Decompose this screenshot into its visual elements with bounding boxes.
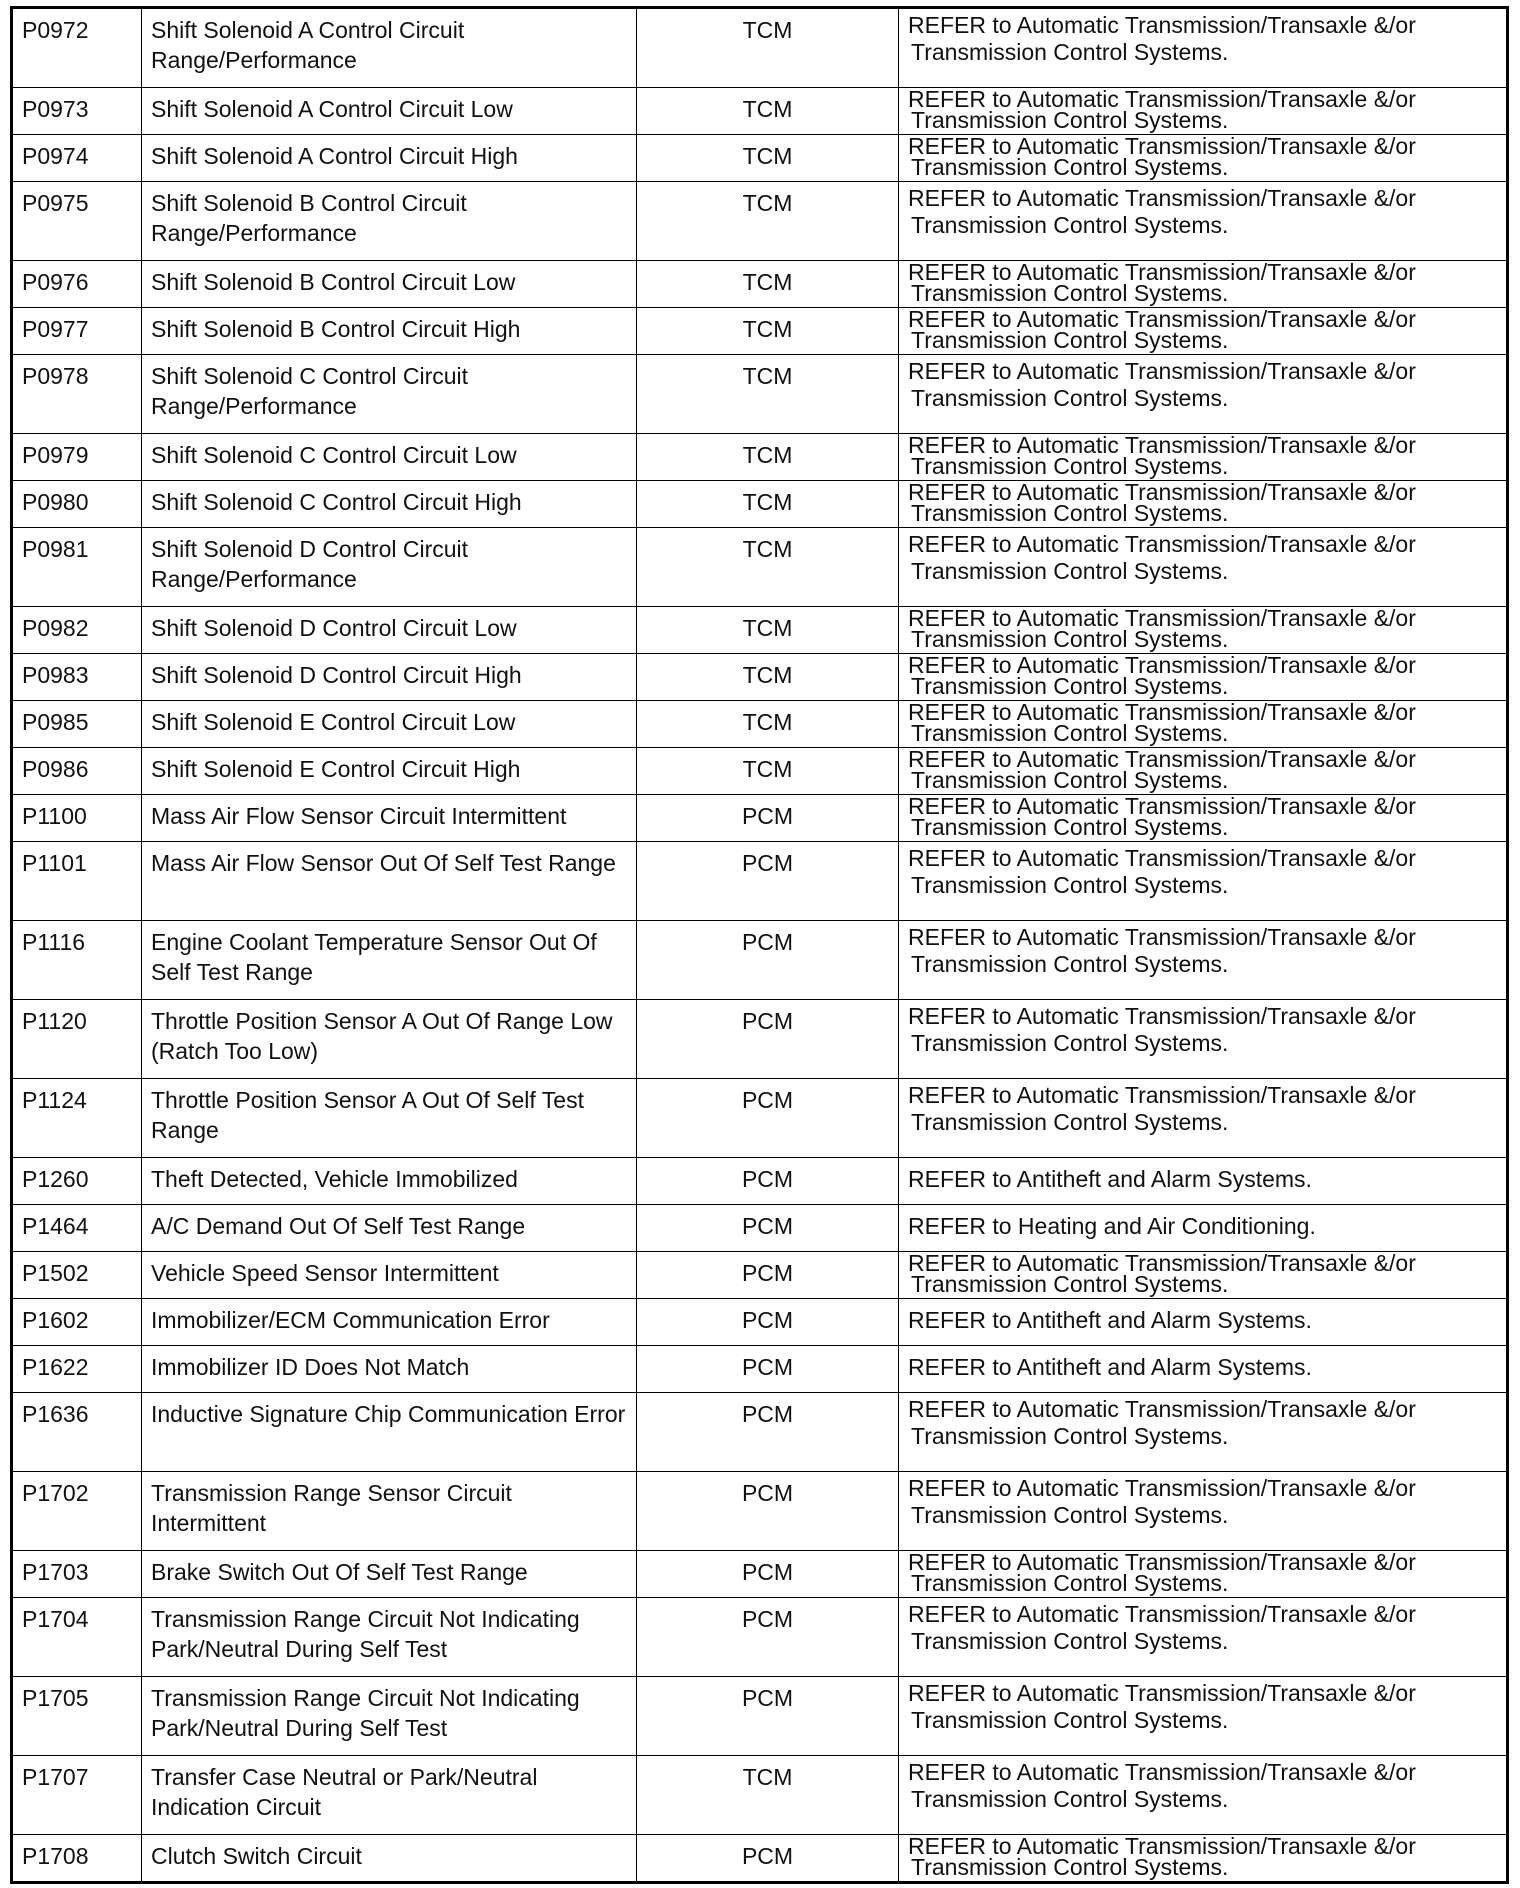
table-row <box>12 88 1508 135</box>
action-line-2: Transmission Control Systems. <box>911 107 1229 133</box>
dtc-description: Shift Solenoid B Control Circuit Range/Performance <box>142 182 637 261</box>
table-row <box>12 308 1508 355</box>
dtc-action <box>899 921 1508 1000</box>
table-row <box>12 1472 1508 1551</box>
dtc-code: P0978 <box>12 355 142 434</box>
action-line-2: Transmission Control Systems. <box>911 558 1229 584</box>
table-row <box>12 481 1508 528</box>
dtc-code: P1101 <box>12 842 142 921</box>
action-line-2: Transmission Control Systems. <box>911 1030 1229 1056</box>
action-line-1: REFER to Automatic Transmission/Transaxle &/or <box>908 531 1416 557</box>
table-row <box>12 355 1508 434</box>
dtc-module: PCM <box>637 1677 899 1756</box>
dtc-module: PCM <box>637 1158 899 1205</box>
action-line-2: Transmission Control Systems. <box>911 280 1229 306</box>
action-line-1: REFER to Automatic Transmission/Transaxle &/or <box>908 185 1416 211</box>
action-line-1: REFER to Automatic Transmission/Transaxle &/or <box>908 1550 1416 1575</box>
dtc-action <box>899 182 1508 261</box>
dtc-module: TCM <box>637 701 899 748</box>
dtc-description: Theft Detected, Vehicle Immobilized <box>142 1158 637 1205</box>
action-text <box>908 1680 1497 1734</box>
table-row <box>12 1158 1508 1205</box>
dtc-code: P0977 <box>12 308 142 355</box>
dtc-action <box>899 8 1508 88</box>
dtc-description: A/C Demand Out Of Self Test Range <box>142 1205 637 1252</box>
dtc-module: PCM <box>637 921 899 1000</box>
dtc-code: P0979 <box>12 434 142 481</box>
action-line-1: REFER to Automatic Transmission/Transaxle &/or <box>908 747 1416 772</box>
action-text <box>908 1164 1497 1194</box>
table-row <box>12 1393 1508 1472</box>
dtc-action <box>899 842 1508 921</box>
dtc-module: PCM <box>637 1000 899 1079</box>
action-line-2: Transmission Control Systems. <box>911 1109 1229 1135</box>
dtc-code: P0981 <box>12 528 142 607</box>
dtc-module: TCM <box>637 8 899 88</box>
table-row <box>12 1079 1508 1158</box>
table-row <box>12 528 1508 607</box>
table-row <box>12 921 1508 1000</box>
action-text <box>908 12 1497 66</box>
action-line-1: REFER to Automatic Transmission/Transaxle &/or <box>908 12 1416 38</box>
dtc-action <box>899 1551 1508 1598</box>
dtc-code: P1502 <box>12 1252 142 1299</box>
dtc-code: P1602 <box>12 1299 142 1346</box>
action-text <box>908 1305 1497 1335</box>
table-row <box>12 1252 1508 1299</box>
action-line-1: REFER to Automatic Transmission/Transaxle &/or <box>908 307 1416 332</box>
table-row <box>12 8 1508 88</box>
dtc-module: TCM <box>637 1756 899 1835</box>
dtc-module: TCM <box>637 355 899 434</box>
action-text <box>908 796 1497 838</box>
table-row <box>12 1835 1508 1883</box>
table-row <box>12 748 1508 795</box>
table-row <box>12 1299 1508 1346</box>
table-row <box>12 654 1508 701</box>
table-row <box>12 1756 1508 1835</box>
action-text <box>908 1475 1497 1529</box>
table-row <box>12 1598 1508 1677</box>
dtc-action <box>899 1000 1508 1079</box>
dtc-action <box>899 1835 1508 1883</box>
action-line-1: REFER to Automatic Transmission/Transaxle &/or <box>908 87 1416 112</box>
action-line-2: Transmission Control Systems. <box>911 212 1229 238</box>
dtc-description: Shift Solenoid C Control Circuit High <box>142 481 637 528</box>
dtc-code: P1702 <box>12 1472 142 1551</box>
action-text <box>908 358 1497 412</box>
action-line-1: REFER to Automatic Transmission/Transaxle &/or <box>908 700 1416 725</box>
dtc-action <box>899 701 1508 748</box>
dtc-action <box>899 355 1508 434</box>
dtc-module: TCM <box>637 434 899 481</box>
action-text <box>908 1601 1497 1655</box>
dtc-code: P1708 <box>12 1835 142 1883</box>
table-row <box>12 434 1508 481</box>
dtc-code: P1707 <box>12 1756 142 1835</box>
dtc-module: TCM <box>637 261 899 308</box>
action-text <box>908 185 1497 239</box>
dtc-description: Shift Solenoid D Control Circuit High <box>142 654 637 701</box>
dtc-description: Transmission Range Circuit Not Indicating Park/Neutral During Self Test <box>142 1677 637 1756</box>
action-text <box>908 1003 1497 1057</box>
action-line-1: REFER to Automatic Transmission/Transaxle &/or <box>908 433 1416 458</box>
dtc-table-body <box>12 8 1508 1883</box>
table-row <box>12 1346 1508 1393</box>
dtc-action <box>899 1079 1508 1158</box>
dtc-code: P1116 <box>12 921 142 1000</box>
dtc-table-page <box>10 6 1506 1884</box>
dtc-description: Brake Switch Out Of Self Test Range <box>142 1551 637 1598</box>
action-line-1: REFER to Automatic Transmission/Transaxle &/or <box>908 480 1416 505</box>
action-text <box>908 1552 1497 1594</box>
dtc-description: Immobilizer/ECM Communication Error <box>142 1299 637 1346</box>
dtc-description: Vehicle Speed Sensor Intermittent <box>142 1252 637 1299</box>
dtc-description: Shift Solenoid E Control Circuit High <box>142 748 637 795</box>
table-row <box>12 261 1508 308</box>
action-line-1: REFER to Automatic Transmission/Transaxle &/or <box>908 924 1416 950</box>
action-text <box>908 749 1497 791</box>
action-line-2: Transmission Control Systems. <box>911 453 1229 479</box>
dtc-code: P1704 <box>12 1598 142 1677</box>
dtc-module: TCM <box>637 88 899 135</box>
dtc-code: P1705 <box>12 1677 142 1756</box>
dtc-action <box>899 135 1508 182</box>
dtc-description: Shift Solenoid C Control Circuit Range/Performance <box>142 355 637 434</box>
action-text <box>908 1759 1497 1813</box>
dtc-description: Shift Solenoid D Control Circuit Range/Performance <box>142 528 637 607</box>
dtc-description: Shift Solenoid A Control Circuit Low <box>142 88 637 135</box>
action-text <box>908 482 1497 524</box>
action-line-1: REFER to Automatic Transmission/Transaxle &/or <box>908 358 1416 384</box>
action-line-1: REFER to Automatic Transmission/Transaxle &/or <box>908 1251 1416 1276</box>
action-line-2: Transmission Control Systems. <box>911 673 1229 699</box>
action-line-1: REFER to Automatic Transmission/Transaxle &/or <box>908 134 1416 159</box>
action-line-1: REFER to Automatic Transmission/Transaxle &/or <box>908 1003 1416 1029</box>
dtc-action <box>899 1346 1508 1393</box>
dtc-code: P0985 <box>12 701 142 748</box>
action-line-2: Transmission Control Systems. <box>911 154 1229 180</box>
action-line-1: REFER to Automatic Transmission/Transaxle &/or <box>908 606 1416 631</box>
action-line-1: REFER to Automatic Transmission/Transaxle &/or <box>908 845 1416 871</box>
action-line-2: Transmission Control Systems. <box>911 951 1229 977</box>
dtc-module: PCM <box>637 1835 899 1883</box>
action-text <box>908 309 1497 351</box>
dtc-description: Shift Solenoid D Control Circuit Low <box>142 607 637 654</box>
dtc-code: P0986 <box>12 748 142 795</box>
action-line-1: REFER to Automatic Transmission/Transaxle &/or <box>908 1834 1416 1859</box>
action-line-1: REFER to Automatic Transmission/Transaxle &/or <box>908 1396 1416 1422</box>
action-text <box>908 89 1497 131</box>
dtc-module: PCM <box>637 1299 899 1346</box>
dtc-code: P0972 <box>12 8 142 88</box>
dtc-action <box>899 1299 1508 1346</box>
dtc-module: PCM <box>637 1472 899 1551</box>
dtc-description: Inductive Signature Chip Communication Error <box>142 1393 637 1472</box>
dtc-description: Transmission Range Sensor Circuit Intermittent <box>142 1472 637 1551</box>
table-row <box>12 842 1508 921</box>
action-line-1: REFER to Heating and Air Conditioning. <box>908 1213 1316 1239</box>
action-line-2: Transmission Control Systems. <box>911 872 1229 898</box>
dtc-action <box>899 795 1508 842</box>
dtc-code: P1100 <box>12 795 142 842</box>
dtc-description: Transmission Range Circuit Not Indicating Park/Neutral During Self Test <box>142 1598 637 1677</box>
dtc-action <box>899 1205 1508 1252</box>
dtc-action <box>899 607 1508 654</box>
action-text <box>908 1352 1497 1382</box>
dtc-module: PCM <box>637 1079 899 1158</box>
dtc-module: PCM <box>637 842 899 921</box>
action-text <box>908 1253 1497 1295</box>
dtc-action <box>899 1677 1508 1756</box>
dtc-module: PCM <box>637 795 899 842</box>
dtc-action <box>899 1472 1508 1551</box>
dtc-action <box>899 654 1508 701</box>
action-line-2: Transmission Control Systems. <box>911 1570 1229 1596</box>
action-line-2: Transmission Control Systems. <box>911 39 1229 65</box>
dtc-action <box>899 1158 1508 1205</box>
action-text <box>908 1396 1497 1450</box>
dtc-action <box>899 434 1508 481</box>
table-row <box>12 135 1508 182</box>
dtc-module: TCM <box>637 481 899 528</box>
table-row <box>12 701 1508 748</box>
action-line-1: REFER to Automatic Transmission/Transaxle &/or <box>908 260 1416 285</box>
action-line-2: Transmission Control Systems. <box>911 1628 1229 1654</box>
dtc-module: TCM <box>637 135 899 182</box>
action-text <box>908 136 1497 178</box>
dtc-code: P0982 <box>12 607 142 654</box>
dtc-module: PCM <box>637 1346 899 1393</box>
dtc-action <box>899 1756 1508 1835</box>
action-line-2: Transmission Control Systems. <box>911 1786 1229 1812</box>
action-line-2: Transmission Control Systems. <box>911 626 1229 652</box>
dtc-action <box>899 1598 1508 1677</box>
dtc-code: P1464 <box>12 1205 142 1252</box>
dtc-description: Immobilizer ID Does Not Match <box>142 1346 637 1393</box>
dtc-description: Mass Air Flow Sensor Circuit Intermittent <box>142 795 637 842</box>
action-text <box>908 1836 1497 1878</box>
dtc-description: Shift Solenoid A Control Circuit High <box>142 135 637 182</box>
dtc-description: Clutch Switch Circuit <box>142 1835 637 1883</box>
action-line-1: REFER to Automatic Transmission/Transaxle &/or <box>908 1680 1416 1706</box>
table-row <box>12 1000 1508 1079</box>
dtc-description: Throttle Position Sensor A Out Of Range Low (Ratch Too Low) <box>142 1000 637 1079</box>
dtc-action <box>899 1393 1508 1472</box>
dtc-module: TCM <box>637 654 899 701</box>
dtc-module: PCM <box>637 1598 899 1677</box>
dtc-module: TCM <box>637 308 899 355</box>
dtc-code: P0975 <box>12 182 142 261</box>
dtc-module: TCM <box>637 528 899 607</box>
table-row <box>12 182 1508 261</box>
dtc-description: Shift Solenoid E Control Circuit Low <box>142 701 637 748</box>
action-line-2: Transmission Control Systems. <box>911 1423 1229 1449</box>
dtc-action <box>899 1252 1508 1299</box>
action-line-1: REFER to Automatic Transmission/Transaxle &/or <box>908 1082 1416 1108</box>
dtc-module: PCM <box>637 1252 899 1299</box>
action-line-1: REFER to Automatic Transmission/Transaxle &/or <box>908 1759 1416 1785</box>
dtc-code: P0976 <box>12 261 142 308</box>
dtc-code: P1260 <box>12 1158 142 1205</box>
dtc-code: P1622 <box>12 1346 142 1393</box>
dtc-table <box>10 6 1509 1884</box>
dtc-module: PCM <box>637 1393 899 1472</box>
action-line-1: REFER to Automatic Transmission/Transaxle &/or <box>908 1601 1416 1627</box>
dtc-module: TCM <box>637 748 899 795</box>
dtc-description: Shift Solenoid B Control Circuit Low <box>142 261 637 308</box>
action-line-1: REFER to Automatic Transmission/Transaxle &/or <box>908 794 1416 819</box>
action-line-1: REFER to Automatic Transmission/Transaxle &/or <box>908 1475 1416 1501</box>
action-line-2: Transmission Control Systems. <box>911 385 1229 411</box>
action-text <box>908 435 1497 477</box>
dtc-code: P1120 <box>12 1000 142 1079</box>
dtc-code: P0983 <box>12 654 142 701</box>
dtc-code: P1703 <box>12 1551 142 1598</box>
action-line-2: Transmission Control Systems. <box>911 1502 1229 1528</box>
action-line-1: REFER to Antitheft and Alarm Systems. <box>908 1354 1312 1380</box>
table-row <box>12 1677 1508 1756</box>
action-text <box>908 655 1497 697</box>
action-text <box>908 531 1497 585</box>
action-line-2: Transmission Control Systems. <box>911 720 1229 746</box>
action-text <box>908 845 1497 899</box>
action-line-1: REFER to Automatic Transmission/Transaxle &/or <box>908 653 1416 678</box>
dtc-action <box>899 88 1508 135</box>
dtc-module: PCM <box>637 1551 899 1598</box>
action-line-2: Transmission Control Systems. <box>911 767 1229 793</box>
action-line-1: REFER to Antitheft and Alarm Systems. <box>908 1166 1312 1192</box>
dtc-action <box>899 481 1508 528</box>
dtc-code: P1636 <box>12 1393 142 1472</box>
dtc-action <box>899 308 1508 355</box>
dtc-description: Shift Solenoid A Control Circuit Range/Performance <box>142 8 637 88</box>
table-row <box>12 607 1508 654</box>
action-text <box>908 608 1497 650</box>
dtc-description: Shift Solenoid B Control Circuit High <box>142 308 637 355</box>
action-line-2: Transmission Control Systems. <box>911 327 1229 353</box>
dtc-action <box>899 748 1508 795</box>
dtc-code: P1124 <box>12 1079 142 1158</box>
dtc-description: Transfer Case Neutral or Park/Neutral Indication Circuit <box>142 1756 637 1835</box>
action-line-2: Transmission Control Systems. <box>911 1707 1229 1733</box>
table-row <box>12 1205 1508 1252</box>
action-text <box>908 924 1497 978</box>
table-row <box>12 795 1508 842</box>
action-text <box>908 1211 1497 1241</box>
dtc-module: TCM <box>637 607 899 654</box>
dtc-module: PCM <box>637 1205 899 1252</box>
action-text <box>908 702 1497 744</box>
action-line-2: Transmission Control Systems. <box>911 500 1229 526</box>
action-text <box>908 1082 1497 1136</box>
dtc-description: Shift Solenoid C Control Circuit Low <box>142 434 637 481</box>
action-text <box>908 262 1497 304</box>
dtc-description: Engine Coolant Temperature Sensor Out Of Self Test Range <box>142 921 637 1000</box>
dtc-action <box>899 261 1508 308</box>
action-line-2: Transmission Control Systems. <box>911 1271 1229 1297</box>
table-row <box>12 1551 1508 1598</box>
dtc-module: TCM <box>637 182 899 261</box>
dtc-description: Mass Air Flow Sensor Out Of Self Test Range <box>142 842 637 921</box>
dtc-code: P0974 <box>12 135 142 182</box>
action-line-2: Transmission Control Systems. <box>911 1854 1229 1880</box>
dtc-code: P0973 <box>12 88 142 135</box>
dtc-code: P0980 <box>12 481 142 528</box>
dtc-action <box>899 528 1508 607</box>
action-line-1: REFER to Antitheft and Alarm Systems. <box>908 1307 1312 1333</box>
dtc-description: Throttle Position Sensor A Out Of Self Test Range <box>142 1079 637 1158</box>
action-line-2: Transmission Control Systems. <box>911 814 1229 840</box>
